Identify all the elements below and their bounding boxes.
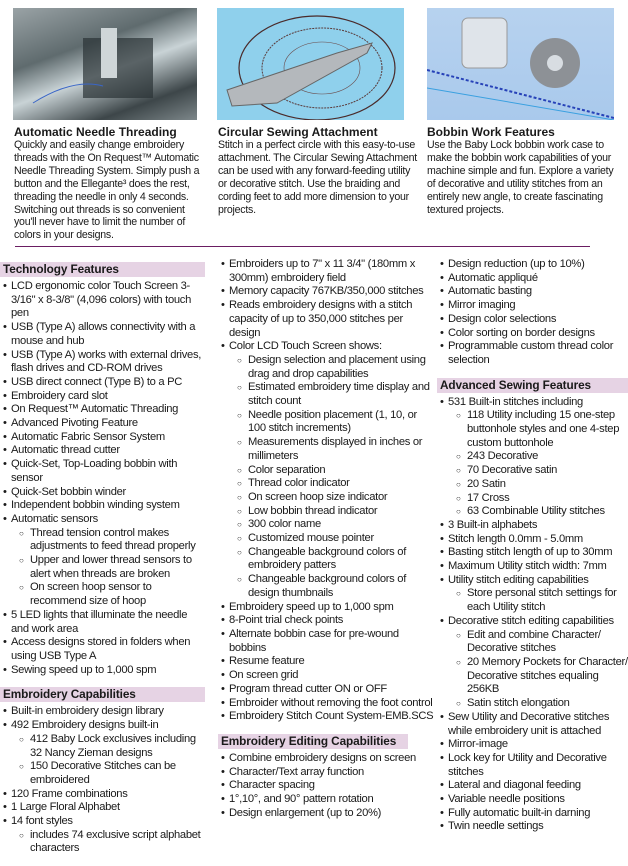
spec-subitem: ○ Customized mouse pointer: [229, 532, 436, 546]
spec-item: [437, 327, 628, 341]
spec-item: [0, 403, 205, 417]
spec-item-text: USB direct connect (Type B) to a PC: [11, 375, 183, 388]
spec-subitem: ○ 243 Decorative: [448, 450, 628, 464]
spec-item-text: Design reduction (up to 10%): [448, 258, 585, 270]
spec-list: [218, 752, 436, 821]
spec-item-text: Automatic appliqué: [448, 271, 538, 284]
spec-item-text: Quick-Set bobbin winder: [11, 485, 126, 498]
spec-item: [437, 533, 628, 547]
needle-threading-illustration: [13, 8, 197, 120]
spec-item: [218, 601, 436, 615]
spec-subitem: ○ Changeable background colors of design thumbnails: [229, 573, 436, 600]
spec-item-text: Automatic basting: [448, 285, 532, 298]
feature-body: Quickly and easily change embroidery threads with the On Request™ Automatic Needle Threading System. Simply push a button and the Ellegante³ does the rest, threading the needle in only 4 seconds. Switching out threads is so convenient you'll never have to limit the number of colors in your designs.: [14, 139, 200, 242]
spec-item-text: Character spacing: [229, 779, 315, 792]
spec-item-text: 531 Built-in stitches including: [448, 395, 583, 408]
spec-item-text: Stitch length 0.0mm - 5.0mm: [448, 532, 583, 545]
section-heading: Advanced Sewing Features: [437, 378, 628, 393]
feature-bobbin-work: [427, 126, 619, 216]
spec-item: [437, 396, 628, 519]
spec-subitem: ○ Measurements displayed in inches or millimeters: [229, 436, 436, 463]
spec-item-text: Color LCD Touch Screen shows:: [229, 340, 382, 353]
spec-item: [218, 793, 436, 807]
spec-subitem: ○ 70 Decorative satin: [448, 464, 628, 478]
spec-item-text: Embroidery speed up to 1,000 spm: [229, 600, 394, 613]
spec-item-text: Mirror-image: [448, 738, 508, 751]
spec-item: [0, 788, 205, 802]
spec-item: [218, 752, 436, 766]
spec-section: [218, 258, 436, 724]
spec-subitem: ○ On screen hoop sensor to recommend size of hoop: [11, 581, 205, 608]
spec-column-3: [437, 258, 628, 844]
spec-item: [0, 349, 205, 376]
spec-item: [0, 636, 205, 663]
spec-item-text: Maximum Utility stitch width: 7mm: [448, 560, 607, 573]
spec-item: [218, 669, 436, 683]
spec-item-text: Program thread cutter ON or OFF: [229, 682, 387, 695]
spec-item-text: Resume feature: [229, 655, 305, 668]
spec-item-text: 3 Built-in alphabets: [448, 518, 538, 531]
spec-item: [437, 546, 628, 560]
spec-item-text: Quick-Set, Top-Loading bobbin with sensor: [11, 458, 178, 484]
spec-item-text: Memory capacity 767KB/350,000 stitches: [229, 285, 424, 298]
spec-item-text: On screen grid: [229, 669, 299, 682]
spec-item-text: LCD ergonomic color Touch Screen 3-3/16" x 8-3/8" (4,096 colors) with touch pen: [11, 280, 192, 320]
bobbin-work-illustration: [427, 8, 614, 120]
spec-item: [0, 444, 205, 458]
spec-item: [437, 711, 628, 738]
spec-section: [0, 262, 205, 677]
feature-circular-sewing: [218, 126, 418, 216]
spec-item-text: 14 font styles: [11, 815, 73, 828]
spec-item-text: Embroider without removing the foot control: [229, 696, 433, 709]
spec-item: [218, 779, 436, 793]
feature-title: Bobbin Work Features: [427, 125, 555, 139]
spec-item-text: Built-in embroidery design library: [11, 705, 164, 718]
spec-subitem: ○ Needle position placement (1, 10, or 100 stitch increments): [229, 409, 436, 436]
spec-item: [437, 340, 628, 367]
spec-item: [0, 719, 205, 788]
spec-item: [0, 815, 205, 856]
spec-sublist: [11, 527, 205, 609]
spec-item: [0, 486, 205, 500]
spec-item: [437, 285, 628, 299]
feature-body: Use the Baby Lock bobbin work case to make the bobbin work capabilities of your machine simple and fun. Explore a variety of decorative and utility stitches from an entirely new angle, to create fascinating textured projects.: [427, 139, 614, 216]
spec-item: [0, 513, 205, 609]
spec-item-text: Reads embroidery designs with a stitch capacity of up to 350,000 stitches per design: [229, 299, 413, 339]
spec-subitem: ○ 63 Combinable Utility stitches: [448, 505, 628, 519]
spec-item-text: Variable needle positions: [448, 793, 565, 806]
spec-subitem: ○ Low bobbin thread indicator: [229, 505, 436, 519]
spec-item-text: 1 Large Floral Alphabet: [11, 801, 120, 814]
spec-item: [0, 458, 205, 485]
spec-item-text: Combine embroidery designs on screen: [229, 751, 416, 764]
spec-item: [437, 519, 628, 533]
spec-item-text: Embroiders up to 7" x 11 3/4" (180mm x 300mm) embroidery field: [229, 258, 415, 284]
spec-subitem: ○ Satin stitch elongation: [448, 697, 628, 711]
spec-item-text: Alternate bobbin case for pre-wound bobbins: [229, 627, 399, 654]
spec-item: [218, 683, 436, 697]
spec-list: [0, 705, 205, 856]
spec-item-text: Automatic Fabric Sensor System: [11, 430, 165, 443]
spec-item: [437, 299, 628, 313]
spec-item: [0, 280, 205, 321]
spec-list: [0, 280, 205, 677]
spec-item: [437, 793, 628, 807]
spec-item: [437, 574, 628, 615]
spec-item-text: Automatic thread cutter: [11, 444, 120, 457]
needle-threading-photo: [13, 8, 197, 120]
section-heading: Embroidery Editing Capabilities: [218, 734, 408, 749]
spec-sublist: [448, 629, 628, 711]
spec-list: [218, 258, 436, 724]
circular-attachment-photo: [217, 8, 404, 120]
spec-sublist: [448, 587, 628, 614]
spec-item-text: 1°,10°, and 90° pattern rotation: [229, 793, 374, 806]
spec-item: [437, 272, 628, 286]
spec-item-text: Utility stitch editing capabilities: [448, 573, 589, 586]
spec-item-text: Access designs stored in folders when using USB Type A: [11, 636, 191, 662]
spec-item-text: On Request™ Automatic Threading: [11, 403, 179, 416]
spec-sublist: [448, 409, 628, 519]
bobbin-work-photo: [427, 8, 614, 120]
spec-item-text: 8-Point trial check points: [229, 614, 344, 627]
spec-item: [218, 807, 436, 821]
spec-list: [437, 258, 628, 368]
spec-item-text: Mirror imaging: [448, 299, 516, 312]
section-heading: Embroidery Capabilities: [0, 687, 205, 702]
spec-item-text: Embroidery Stitch Count System-EMB.SCS: [229, 710, 434, 723]
spec-item: [437, 820, 628, 834]
spec-item-text: Basting stitch length of up to 30mm: [448, 546, 613, 559]
feature-title: Automatic Needle Threading: [14, 125, 177, 139]
spec-subitem: ○ Thread tension control makes adjustments to feed thread properly: [11, 527, 205, 554]
spec-item: [218, 710, 436, 724]
spec-item: [0, 801, 205, 815]
spec-item: [437, 615, 628, 711]
section-heading: Technology Features: [0, 262, 205, 277]
spec-item-text: Sew Utility and Decorative stitches while embroidery unit is attached: [448, 710, 610, 737]
spec-item-text: 492 Embroidery designs built-in: [11, 719, 159, 732]
spec-item: [218, 299, 436, 340]
spec-item: [0, 705, 205, 719]
spec-item: [437, 752, 628, 779]
spec-subitem: ○ 150 Decorative Stitches can be embroidered: [11, 760, 205, 787]
spec-item-text: Lock key for Utility and Decorative stitches: [448, 751, 607, 778]
spec-column-1: [0, 262, 205, 866]
spec-item: [437, 807, 628, 821]
spec-item-text: Design enlargement (up to 20%): [229, 806, 382, 819]
spec-subitem: ○ Estimated embroidery time display and stitch count: [229, 381, 436, 408]
spec-item: [0, 417, 205, 431]
spec-subitem: ○ 20 Satin: [448, 478, 628, 492]
spec-item: [437, 313, 628, 327]
spec-item: [437, 560, 628, 574]
section-divider: [15, 246, 590, 247]
spec-item: [218, 258, 436, 285]
spec-subitem: ○ includes 74 exclusive script alphabet characters: [11, 829, 205, 856]
spec-sublist: [11, 733, 205, 788]
circular-attachment-illustration: [217, 8, 404, 120]
spec-subitem: ○ 20 Memory Pockets for Character/ Decorative stitches equaling 256KB: [448, 656, 628, 697]
spec-item: [437, 258, 628, 272]
spec-item-text: Advanced Pivoting Feature: [11, 417, 138, 430]
spec-item: [437, 738, 628, 752]
spec-sublist: [229, 354, 436, 601]
spec-item-text: Independent bobbin winding system: [11, 499, 180, 512]
spec-item-text: USB (Type A) allows connectivity with a mouse and hub: [11, 321, 196, 347]
spec-item: [0, 390, 205, 404]
spec-column-2: [218, 258, 436, 830]
spec-item-text: Embroidery card slot: [11, 389, 108, 402]
feature-title: Circular Sewing Attachment: [218, 125, 378, 139]
spec-item: [0, 664, 205, 678]
spec-item-text: Decorative stitch editing capabilities: [448, 614, 614, 627]
spec-item-text: Fully automatic built-in darning: [448, 806, 591, 819]
spec-item-text: Design color selections: [448, 312, 557, 325]
spec-item-text: Color sorting on border designs: [448, 326, 595, 339]
spec-section: [437, 258, 628, 368]
spec-item-text: Programmable custom thread color selection: [448, 340, 614, 366]
spec-subitem: ○ 118 Utility including 15 one-step buttonhole styles and one 4-step custom buttonhole: [448, 409, 628, 450]
spec-subitem: ○ Thread color indicator: [229, 477, 436, 491]
spec-section: [0, 687, 205, 856]
spec-item: [218, 655, 436, 669]
spec-section: [437, 378, 628, 835]
spec-item-text: Sewing speed up to 1,000 spm: [11, 663, 157, 676]
feature-body: Stitch in a perfect circle with this easy-to-use attachment. The Circular Sewing Attachment can be used with any forward-feeding utility or decorative stitch. Use the braiding and cording feet to add more dimension to your projects.: [218, 139, 417, 216]
spec-item-text: Automatic sensors: [11, 512, 98, 525]
spec-item-text: Character/Text array function: [229, 765, 364, 778]
spec-item: [0, 431, 205, 445]
spec-item: [0, 499, 205, 513]
spec-subitem: ○ Store personal stitch settings for each Utility stitch: [448, 587, 628, 614]
spec-subitem: ○ Color separation: [229, 464, 436, 478]
spec-item: [0, 321, 205, 348]
feature-needle-threading: [14, 126, 204, 242]
spec-item-text: 120 Frame combinations: [11, 787, 128, 800]
spec-item-text: Lateral and diagonal feeding: [448, 779, 581, 792]
spec-item: [218, 628, 436, 655]
spec-subitem: ○ Upper and lower thread sensors to alert when threads are broken: [11, 554, 205, 581]
spec-subitem: ○ Changeable background colors of embroidery patters: [229, 546, 436, 573]
spec-item: [218, 614, 436, 628]
spec-list: [437, 396, 628, 835]
spec-subitem: ○ 300 color name: [229, 518, 436, 532]
spec-item: [0, 376, 205, 390]
spec-item-text: USB (Type A) works with external drives, flash drives and CD-ROM drives: [11, 348, 202, 375]
spec-item: [437, 779, 628, 793]
spec-item: [218, 766, 436, 780]
spec-section: [218, 734, 436, 821]
spec-sublist: [11, 829, 205, 856]
spec-item-text: Twin needle settings: [448, 820, 544, 833]
spec-subitem: ○ Design selection and placement using drag and drop capabilities: [229, 354, 436, 381]
spec-subitem: ○ Edit and combine Character/ Decorative stitches: [448, 629, 628, 656]
spec-item: [0, 609, 205, 636]
spec-item-text: 5 LED lights that illuminate the needle and work area: [11, 608, 188, 635]
spec-item: [218, 340, 436, 600]
spec-subitem: ○ 412 Baby Lock exclusives including 32 Nancy Zieman designs: [11, 733, 205, 760]
spec-subitem: ○ On screen hoop size indicator: [229, 491, 436, 505]
spec-item: [218, 285, 436, 299]
spec-subitem: ○ 17 Cross: [448, 492, 628, 506]
spec-item: [218, 697, 436, 711]
